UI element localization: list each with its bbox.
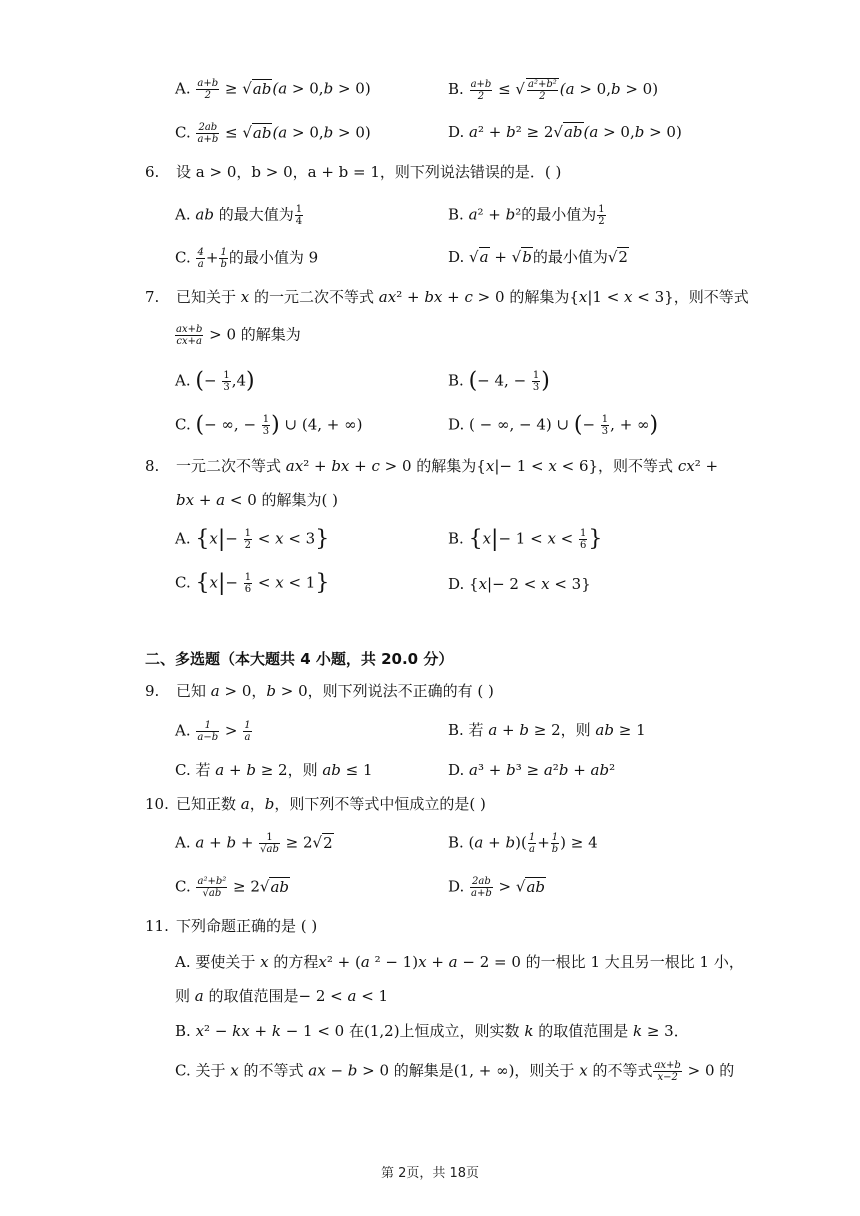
q9-option-d: D. a³ + b³ ≥ a²b + ab² — [448, 761, 616, 779]
q6-option-b: B. a² + b²的最小值为 $\frac{1}{2}$ — [448, 204, 605, 227]
q10-option-d: D. $\frac{2ab}{a+b}$ > √ab — [448, 876, 545, 899]
q8-number: 8. — [145, 457, 160, 475]
q7-stem-line2: $\frac{ax+b}{cx+a}$ > 0 的解集为 — [176, 324, 301, 347]
q10-stem: 已知正数 a，b，则下列不等式中恒成立的是( ) — [176, 795, 486, 813]
q5-option-c: C. $\frac{2ab}{a+b}$ ≤ √ab(a > 0,b > 0) — [175, 122, 371, 145]
page-footer: 第 2页，共 18页 — [380, 1166, 480, 1181]
q9-stem: 已知 a > 0，b > 0，则下列说法不正确的有 ( ) — [176, 682, 494, 700]
q8-stem-line2: bx + a < 0 的解集为( ) — [176, 491, 339, 509]
q8-option-a: A. {x|− $\frac{1}{2}$ < x < 3} — [175, 526, 330, 552]
section-title-multi-choice: 二、多选题（本大题共 4 小题，共 20.0 分） — [145, 650, 454, 668]
q8-stem-line1: 一元二次不等式 ax² + bx + c > 0 的解集为{x|− 1 < x < 6}，则不等式 cx² + — [176, 457, 719, 475]
q7-option-d: D. ( − ∞, − 4) ∪ (− $\frac{1}{3}$ , + ∞) — [448, 412, 659, 438]
q6-stem: 设 a > 0，b > 0，a + b = 1，则下列说法错误的是．( ) — [176, 163, 562, 181]
q10-option-b: B. (a + b)( $\frac{1}{a}$ + $\frac{1}{b}$ ) ≥ 4 — [448, 832, 598, 855]
q7-stem-line1: 已知关于 x 的一元二次不等式 ax² + bx + c > 0 的解集为{x|1 < x < 3}，则不等式 — [176, 288, 749, 306]
q6-option-c: C. $\frac{4}{a}$ + $\frac{1}{b}$ 的最小值为 9 — [175, 247, 319, 270]
q6-option-a: A. ab 的最大值为 $\frac{1}{4}$ — [175, 204, 303, 227]
q10-option-a: A. a + b + $\frac{1}{√ab}$ ≥ 2√2 — [175, 832, 333, 855]
q7-number: 7. — [145, 288, 160, 306]
q8-option-d: D. {x|− 2 < x < 3} — [448, 575, 591, 593]
q9-option-c: C. 若 a + b ≥ 2，则 ab ≤ 1 — [175, 761, 373, 779]
q7-option-c: C. (− ∞, − $\frac{1}{3}$ ) ∪ (4, + ∞) — [175, 412, 363, 438]
q11-number: 11. — [145, 917, 169, 935]
q9-number: 9. — [145, 682, 160, 700]
q5-option-b: B. $\frac{a+b}{2}$ ≤ √ $\frac{\text{a²+b²}}{2}$ (a > 0,b > 0) — [448, 78, 659, 102]
q8-option-c: C. {x|− $\frac{1}{6}$ < x < 1} — [175, 570, 330, 596]
q5-option-a: A. $\frac{a+b}{2}$ ≥ √ab(a > 0,b > 0) — [175, 78, 371, 101]
q9-option-a: A. $\frac{1}{a-b}$ > $\frac{1}{a}$ — [175, 720, 251, 743]
q11-stem: 下列命题正确的是 ( ) — [176, 917, 318, 935]
q9-option-b: B. 若 a + b ≥ 2，则 ab ≥ 1 — [448, 721, 646, 739]
q10-number: 10. — [145, 795, 169, 813]
q11-option-b: B. x² − kx + k − 1 < 0 在(1,2)上恒成立，则实数 k 的取值范围是 k ≥ 3． — [175, 1022, 689, 1040]
q7-option-b: B. (− 4, − $\frac{1}{3}$ ) — [448, 368, 550, 394]
q10-option-c: C. $\frac{\text{a²+b²}}{√ab}$ ≥ 2√ab — [175, 876, 290, 899]
q6-option-d: D. √a + √b的最小值为√2 — [448, 248, 628, 266]
q11-option-c: C. 关于 x 的不等式 ax − b > 0 的解集是(1, + ∞)，则关于 x 的不等式 $\frac{ax+b}{x-2}$ > 0 的 — [175, 1060, 735, 1083]
q8-option-b: B. {x|− 1 < x < $\frac{1}{6}$ } — [448, 526, 603, 552]
q5-option-d: D. a² + b² ≥ 2√ab(a > 0,b > 0) — [448, 123, 682, 141]
q6-number: 6. — [145, 163, 160, 181]
q7-option-a: A. (− $\frac{1}{3}$ ,4) — [175, 368, 255, 394]
q11-option-a-line1: A. 要使关于 x 的方程x² + (a ² − 1)x + a − 2 = 0 的一根比 1 大且另一根比 1 小， — [175, 953, 744, 971]
q11-option-a-line2: 则 a 的取值范围是− 2 < a < 1 — [175, 987, 389, 1005]
